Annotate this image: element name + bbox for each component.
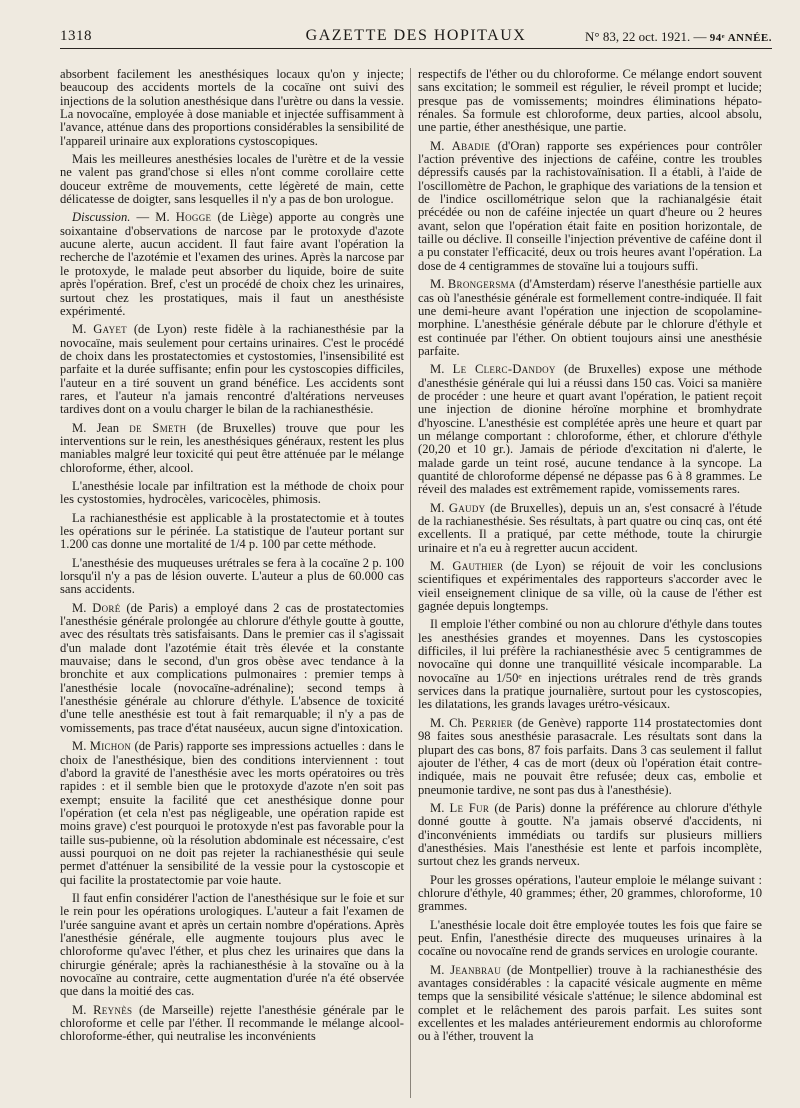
speaker-name: Brongersma: [447, 277, 516, 292]
discussion-label: Discussion.: [72, 210, 131, 225]
speaker-name: de Smeth: [129, 420, 187, 435]
paragraph: [418, 140, 762, 273]
paragraph-text: respectifs de l'éther ou du chloroforme. Ce mélange endort souvent sans excitation; le sommeil est régulier, le réveil prompt et lucide; presque pas de vomissements; moindres éliminations hépato-rénales. Sa formule est chloroforme, deux parties, alcool absolu, une partie, éther anesthésique, une partie.: [418, 67, 762, 135]
paragraph: [60, 68, 404, 148]
paragraph: [60, 422, 404, 475]
paragraph: [418, 717, 762, 797]
paragraph-text: (de Marseille) rejette l'anesthésie générale par le chloroforme et celle par l'éther. Il recommande le mélange alcool-chloroforme-éther, qui neutralise les inconvénients: [60, 1002, 404, 1044]
paragraph: [418, 919, 762, 959]
speaker-title: M.: [72, 739, 87, 754]
paragraph: [60, 740, 404, 887]
speaker-title: M.: [430, 138, 445, 153]
speaker-title: M. Ch.: [430, 715, 467, 730]
paragraph-text: (de Paris) rapporte ses impressions actuelles : dans le choix de l'anesthésique, bien des conditions interviennent : tout d'abord la gravité de l'anesthésie avec les morts opératoires ou très rapides : et il semble bien que le protoxyde d'azote n'en soit pas exempt; ensuite la facilité que cet anesthésique donne pour l'opération (et cela n'est pas négligeable, une opération rapide est moins grave) c'est pourquoi le protoxyde n'est pas favorable pour la taille sus-pubienne, où la résolution abdominale est nécessaire, c'est aussi pourquoi on ne doit pas rejeter la rachianesthésie qui seule permet d'atténuer la sensibilité de la vessie pour la cystoscopie et qui facilite la prostatectomie par voie haute.: [60, 739, 404, 887]
speaker-name: Doré: [92, 600, 121, 615]
paragraph: [60, 153, 404, 206]
speaker-title: M. Jean: [72, 420, 119, 435]
speaker-title: M.: [72, 600, 87, 615]
paragraph-text: absorbent facilement les anesthésiques locaux qu'on y injecte; beaucoup des accidents mortels de la cocaïne ont suivi des injections de la solution anesthésique dans l'urètre ou dans la vessie. La novocaïne, employée à dose maniable et injectée suffisamment à l'avance, atténue dans des proportions considérables la sensibilité de l'appareil urinaire aux explorations cystoscopiques.: [60, 67, 404, 148]
speaker-title: M.: [430, 277, 445, 292]
journal-title: GAZETTE DES HOPITAUX: [305, 27, 527, 44]
paragraph: [60, 1004, 404, 1044]
speaker-name: Reynès: [93, 1002, 133, 1017]
paragraph-text: Il emploie l'éther combiné ou non au chlorure d'éthyle dans toutes les anesthésies grandes et moyennes. Dans les cystoscopies difficiles, il lui préfère la rachianesthésie avec 5 centigrammes de novocaïne qui donne une tranquillité vésicale incomparable. La novocaïne au 1/50ᵉ en injections urétrales rend de très grands services dans la pratique journalière, surtout pour les cystoscopies, les dilatations, les grands lavages urétro-vésicaux.: [418, 617, 762, 712]
paragraph-text: Il faut enfin considérer l'action de l'anesthésique sur le foie et sur le rein pour les opérations urologiques. L'auteur a fait l'examen de l'urée sanguine avant et après un certain nombre d'opérations. Après l'anesthésie générale, elle augmente toujours plus avec le chloroforme qu'avec l'éther, et plus chez les urinaires que dans la chirurgie générale; après la rachianesthésie à la stovaïne ou à la novocaïne au contraire, cette augmentation d'urée n'a été observée que dans la moitié des cas.: [60, 890, 404, 999]
paragraph-text: (de Bruxelles) expose une méthode d'anesthésie générale qui lui a réussi dans 150 cas. Voici sa manière de procéder : une heure et quart avant l'opération, le patient reçoit une injection de dionine héroïne morphine et bromhydrate d'hyoscine. L'anesthésie est complétée après une heure et quart par un mélange comportant : chloroforme, éther, et chlorure d'éthyle (20,20 et 10 gr.). Jamais de période d'excitation ni d'alerte, le malade garde un teint rosé, aucune tendance à la syncope. La quantité de chloroforme dépensé ne dépasse pas 6 à 8 grammes. Le réveil des malades est extrêmement rapide, vomissements rares.: [418, 362, 762, 497]
paragraph: Discussion. — M. Hogge (de Liège) apporte au congrès une soixantaine d'observations de narcose par le protoxyde d'azote aucune alerte, aucun accident. Il faut faire avant l'opération la recherche de l'azotémie et l'examen des urines. Après la narcose par le protoxyde, le malade peut absorber du liquide, boire de suite après l'opération. Bref, c'est un procédé de choix chez les urinaires, surtout chez les prostatiques, mais il faut un anesthésiste expérimenté.: [60, 210, 404, 318]
speaker-title: M.: [72, 322, 87, 337]
right-column: [418, 68, 762, 1049]
speaker-title: M.: [430, 800, 445, 815]
paragraph: [418, 874, 762, 914]
column-divider: [410, 68, 411, 1098]
paragraph-text: (de Genève) rapporte 114 prostatectomies dont 98 faites sous anesthésie parasacrale. Les résultats sont dans la plupart des cas bons, 87 fois parfaits. Dans 3 cas seulement il fallut ajouter de l'éther, 4 cas de mort (deux où l'opération était contre-indiquée, mais ne pouvait être refusée; deux cas, embolie et pneumonie tardive, ne sont pas dus à l'anesthésie).: [418, 715, 763, 797]
paragraph-text: (de Lyon) se réjouit de voir les conclusions scientifiques et expérimentales des rapporteurs s'accorder avec le vieil enseignement clinique de sa ville, où la cause de l'éther est gagnée depuis longtemps.: [418, 559, 763, 614]
paragraph-text: (de Lyon) reste fidèle à la rachianesthésie par la novocaïne, mais seulement pour certains urinaires. C'est le procédé de choix dans les prostatectomies et cystostomies, l'insensibilité est parfaite et la durée suffisante; enfin pour les cystoscopies difficiles, l'auteur en a tiré souvent un grand bénéfice. Les accidents sont rares, et l'auteur n'a jamais rencontré d'altérations nerveuses tardives dont on a voulu charger le bilan de la rachianesthésie.: [60, 322, 404, 417]
speaker-name: Michon: [89, 739, 132, 754]
speaker-name: Gauthier: [452, 559, 504, 574]
speaker-name: Hogge: [175, 210, 212, 225]
paragraph: [418, 560, 762, 613]
paragraph-text: (de Paris) a employé dans 2 cas de prostatectomies l'anesthésie générale prolongée au chlorure d'éthyle goutte à goutte, avec des résultats très satisfaisants. Dans le premier cas il s'agissait d'un malade dont l'azotémie était très élevée et la constante mauvaise; dans le second, d'un gros obèse avec tendance à la bronchite et aux complications pulmonaires : premier temps à l'anesthésie locale (novocaïne-adrénaline); second temps à l'anesthésie générale au chlorure d'éthyle. L'absence de toxicité d'une telle anesthésie est tout à fait remarquable; il n'y a pas de vomissements, pas trace d'état nauséeux, aucun signe d'intoxication.: [60, 600, 404, 735]
paragraph: [418, 618, 762, 711]
speaker-name: Abadie: [451, 138, 491, 153]
paragraph: [418, 502, 762, 555]
paragraph-text: (d'Oran) rapporte ses expériences pour contrôler l'action préventive des injections de caféine, contre les troubles dépressifs causés par la rachistovaïnisation. Il a établi, à l'aide de l'oscillomètre de Pachon, le graphique des variations de la tension et de l'indice oscillométrique selon que la rachianalgésie était précédée ou non de caféine injectée un quart d'heure ou 2 heures avant, selon que l'opération était faite en position horizontale, de taille ou déclive. Il conseille l'injection préventive de caféine dont il a pu constater l'efficacité, deux ou trois heures avant l'opération. La dose de 4 centigrammes de stovaïne lui a toujours suffi.: [418, 138, 762, 273]
speaker-title: M.: [430, 500, 445, 515]
paragraph-text: L'anesthésie locale par infiltration est la méthode de choix pour les cystostomies, hydrocèles, varicocèles, phimosis.: [60, 478, 404, 507]
paragraph: [60, 557, 404, 597]
paragraph-text: L'anesthésie locale doit être employée toutes les fois que faire se peut. Enfin, l'anesthésie directe des muqueuses urinaires à la cocaïne ou novocaïne rend de grands services en urologie courante.: [418, 917, 762, 959]
paragraph: [418, 802, 762, 869]
year-label: 94ᵉ ANNÉE.: [709, 32, 772, 44]
paragraph-text: (de Bruxelles) trouve que pour les interventions sur le rein, les anesthésiques généraux, restent les plus maniables malgré leur toxicité qui peut être atténuée par le mélange chloroforme, éther, alcool.: [60, 420, 404, 475]
issue-info: [585, 29, 772, 45]
paragraph-text: L'anesthésie des muqueuses urétrales se fera à la cocaïne 2 p. 100 lorsqu'il n'y a pas de lésion ouverte. L'auteur a plus de 60.000 cas sans accidents.: [60, 555, 404, 597]
speaker-title: M.: [72, 1002, 87, 1017]
speaker-name: Le Clerc-Dandoy: [452, 362, 556, 377]
speaker-title: M.: [430, 559, 445, 574]
issue-number-date: N° 83, 22 oct. 1921. —: [585, 29, 707, 44]
paragraph-text: (d'Amsterdam) réserve l'anesthésie partielle aux cas où l'anesthésie générale est formellement contre-indiquée. Il fait une demi-heure avant l'opération une injection de scopolamine-morphine. L'anesthésie générale débute par le chlorure d'éthyle et est continuée par l'éther. On obtient toujours ainsi une anesthésie parfaite.: [418, 277, 762, 358]
speaker-name: Le Fur: [449, 800, 490, 815]
paragraph-text: (de Liège) apporte au congrès une soixantaine d'observations de narcose par le protoxyde d'azote aucune alerte, aucun accident. Il faut faire avant l'opération la recherche de l'azotémie et l'examen des urines. Après la narcose par le protoxyde, le malade peut absorber du liquide, boire de suite après l'opération. Bref, c'est un procédé de choix chez les urinaires, surtout chez les prostatiques, mais il faut un anesthésiste expérimenté.: [60, 210, 404, 318]
paragraph-text: (de Bruxelles), depuis un an, s'est consacré à l'étude de la rachianesthésie. Ses résultats, à part quatre ou cinq cas, ont été excellents. Il a pratiqué, par cette méthode, toute la chirurgie urinaire et n'a eu à regretter aucun accident.: [418, 500, 762, 555]
speaker-name: Gaudy: [448, 500, 486, 515]
paragraph: [60, 323, 404, 416]
speaker-name: Perrier: [471, 715, 513, 730]
paragraph: [418, 363, 762, 496]
speaker-title: M.: [430, 362, 445, 377]
paragraph: [418, 278, 762, 358]
running-header: [60, 26, 772, 49]
speaker-title: M.: [430, 962, 445, 977]
left-column: [60, 68, 404, 1049]
paragraph: [60, 892, 404, 999]
paragraph-text: (de Paris) donne la préférence au chlorure d'éthyle donné goutte à goutte. N'a jamais observé d'accidents, ni d'inconvénients immédiats ou tardifs sur plusieurs milliers d'anesthésies. Mais l'anesthésie est lente et parfois incomplète, surtout chez les grands nerveux.: [418, 800, 762, 869]
paragraph-text: (de Montpellier) trouve à la rachianesthésie des avantages considérables : la capacité vésicale augmente en même temps que la sensibilité vésicale s'atténue; le silence abdominal est complet et le relâchement des parois parfait. Les suites sont excellentes et les malades antérieurement endormis au chloroforme ou à l'éther, trouvent la: [418, 962, 762, 1044]
paragraph: [60, 480, 404, 507]
page-number: 1318: [60, 28, 92, 44]
paragraph: [418, 68, 762, 135]
paragraph-text: Pour les grosses opérations, l'auteur emploie le mélange suivant : chlorure d'éthyle, 40 grammes; éther, 20 grammes, chloroforme, 10 grammes.: [418, 872, 762, 914]
speaker-name: Gayet: [93, 322, 127, 337]
paragraph: [60, 512, 404, 552]
paragraph-text: Mais les meilleures anesthésies locales de l'urètre et de la vessie ne valent pas grand'chose si elles n'ont comme corollaire cette douceur extrême de mouvements, cette légèreté de main, cette délicatesse de doigter, sans lesquelles il n'y a pas de bon urologue.: [60, 152, 404, 207]
paragraph-text: La rachianesthésie est applicable à la prostatectomie et à toutes les opérations sur le périnée. La statistique de l'auteur portant sur 1.200 cas donne une mortalité de 1/4 p. 100 par cette méthode.: [60, 510, 404, 552]
paragraph: [60, 602, 404, 735]
speaker-name: Jeanbrau: [450, 962, 501, 977]
paragraph: [418, 964, 762, 1044]
